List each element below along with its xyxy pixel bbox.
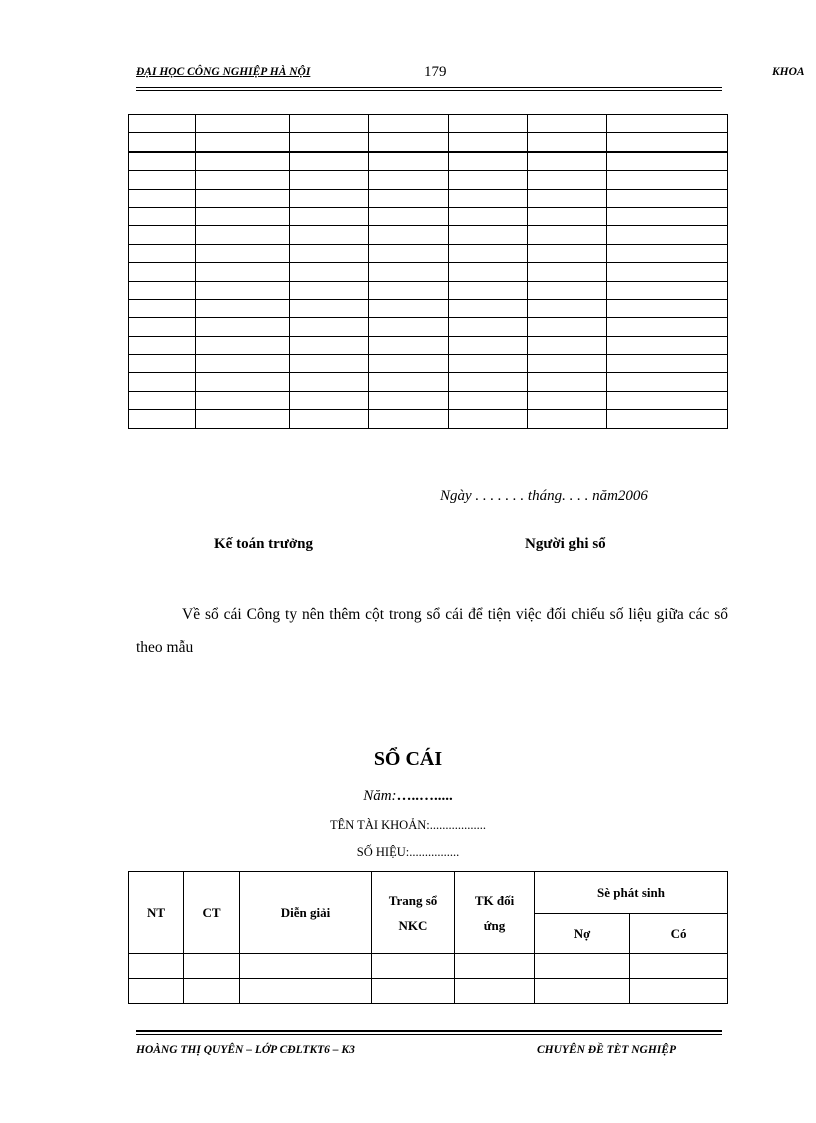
col-header-trang-so: Trang sổ NKC [372, 872, 455, 954]
grid-cell [528, 226, 607, 244]
grid-cell [528, 115, 607, 133]
grid-row [129, 226, 728, 244]
ledger-cell [184, 954, 240, 979]
ledger-cell [630, 979, 728, 1004]
grid-row [129, 391, 728, 409]
grid-cell [607, 133, 728, 152]
grid-cell [196, 171, 290, 189]
grid-cell [129, 263, 196, 281]
grid-cell [196, 281, 290, 299]
grid-cell [369, 189, 449, 207]
grid-cell [449, 226, 528, 244]
ledger-cell [372, 979, 455, 1004]
grid-cell [528, 133, 607, 152]
grid-row [129, 115, 728, 133]
grid-row [129, 207, 728, 225]
grid-cell [290, 189, 369, 207]
ledger-cell [535, 979, 630, 1004]
grid-row [129, 373, 728, 391]
grid-cell [528, 207, 607, 225]
grid-cell [196, 263, 290, 281]
grid-cell [129, 391, 196, 409]
grid-cell [449, 115, 528, 133]
bookkeeper-label: Người ghi sổ [525, 536, 606, 552]
grid-cell [369, 281, 449, 299]
ledger-row [129, 954, 728, 979]
grid-cell [449, 391, 528, 409]
header-institution: ĐẠI HỌC CÔNG NGHIỆP HÀ NỘI [136, 66, 311, 78]
grid-cell [528, 189, 607, 207]
grid-cell [528, 171, 607, 189]
grid-cell [196, 391, 290, 409]
grid-cell [528, 152, 607, 171]
grid-cell [607, 318, 728, 336]
ledger-cell [455, 954, 535, 979]
grid-cell [607, 226, 728, 244]
grid-row [129, 410, 728, 428]
grid-cell [449, 189, 528, 207]
grid-cell [607, 373, 728, 391]
ledger-table [128, 871, 728, 1004]
ledger-cell [630, 954, 728, 979]
grid-cell [449, 373, 528, 391]
grid-cell [369, 263, 449, 281]
grid-cell [528, 263, 607, 281]
grid-cell [449, 244, 528, 262]
header-rule [136, 87, 722, 88]
grid-cell [196, 189, 290, 207]
grid-cell [528, 318, 607, 336]
ledger-cell [372, 954, 455, 979]
grid-cell [449, 207, 528, 225]
grid-cell [607, 152, 728, 171]
grid-cell [607, 281, 728, 299]
grid-cell [129, 244, 196, 262]
ledger-cell [129, 954, 184, 979]
grid-cell [607, 391, 728, 409]
grid-cell [607, 244, 728, 262]
chief-accountant-label: Kế toán trưởng [214, 536, 313, 552]
grid-cell [290, 207, 369, 225]
grid-cell [369, 336, 449, 354]
grid-cell [290, 336, 369, 354]
grid-cell [196, 410, 290, 428]
grid-cell [449, 152, 528, 171]
grid-cell [290, 281, 369, 299]
grid-cell [449, 336, 528, 354]
grid-cell [369, 115, 449, 133]
grid-cell [369, 133, 449, 152]
grid-cell [129, 410, 196, 428]
year-value: …..…..... [396, 788, 453, 804]
grid-cell [369, 299, 449, 317]
year-label: Năm: [363, 788, 397, 804]
grid-cell [290, 318, 369, 336]
recommendation-paragraph: Về sổ cái Công ty nên thêm cột trong sổ cái để tiện việc đối chiếu số liệu giữa các sổ theo mẫu [136, 606, 728, 656]
grid-cell [449, 281, 528, 299]
grid-body [129, 115, 728, 429]
grid-cell [528, 373, 607, 391]
grid-cell [449, 355, 528, 373]
grid-cell [528, 281, 607, 299]
grid-cell [369, 373, 449, 391]
ledger-body [129, 954, 728, 1004]
grid-cell [369, 152, 449, 171]
ledger-cell [535, 954, 630, 979]
grid-row [129, 133, 728, 152]
col-header-co: Có [630, 914, 728, 954]
grid-cell [369, 244, 449, 262]
grid-cell [196, 207, 290, 225]
grid-cell [369, 207, 449, 225]
grid-cell [129, 207, 196, 225]
date-line: Ngày . . . . . . . tháng. . . . năm2006 [440, 488, 648, 504]
grid-cell [607, 207, 728, 225]
grid-cell [528, 355, 607, 373]
grid-row [129, 189, 728, 207]
grid-cell [528, 391, 607, 409]
grid-cell [196, 133, 290, 152]
footer-rule [136, 1030, 722, 1032]
grid-cell [129, 373, 196, 391]
grid-cell [290, 226, 369, 244]
grid-cell [290, 115, 369, 133]
footer-author: HOÀNG THỊ QUYÊN – LỚP CĐLTKT6 – K3 [136, 1044, 355, 1056]
grid-cell [129, 318, 196, 336]
page-number: 179 [424, 64, 447, 80]
grid-cell [129, 115, 196, 133]
grid-cell [196, 299, 290, 317]
grid-cell [528, 336, 607, 354]
grid-cell [196, 152, 290, 171]
continued-grid-table [128, 114, 728, 429]
grid-cell [129, 355, 196, 373]
grid-row [129, 244, 728, 262]
grid-cell [196, 355, 290, 373]
grid-cell [369, 391, 449, 409]
grid-cell [607, 189, 728, 207]
grid-cell [607, 299, 728, 317]
grid-cell [290, 263, 369, 281]
grid-row [129, 318, 728, 336]
grid-cell [528, 244, 607, 262]
grid-row [129, 299, 728, 317]
ledger-cell [184, 979, 240, 1004]
grid-row [129, 263, 728, 281]
grid-cell [449, 410, 528, 428]
header-department: KHOA [772, 66, 805, 78]
grid-row [129, 355, 728, 373]
col-header-ct: CT [184, 872, 240, 954]
grid-cell [290, 244, 369, 262]
grid-cell [196, 336, 290, 354]
grid-cell [290, 171, 369, 189]
grid-cell [369, 226, 449, 244]
grid-cell [449, 263, 528, 281]
grid-cell [290, 410, 369, 428]
grid-cell [290, 299, 369, 317]
ledger-row [129, 979, 728, 1004]
grid-cell [129, 152, 196, 171]
grid-cell [129, 336, 196, 354]
grid-cell [449, 318, 528, 336]
grid-cell [607, 171, 728, 189]
ledger-cell [240, 954, 372, 979]
grid-cell [129, 226, 196, 244]
grid-cell [196, 226, 290, 244]
grid-cell [607, 263, 728, 281]
grid-cell [290, 373, 369, 391]
grid-row [129, 336, 728, 354]
grid-cell [607, 115, 728, 133]
col-header-tk-doi-ung: TK đối ứng [455, 872, 535, 954]
grid-row [129, 281, 728, 299]
grid-cell [129, 299, 196, 317]
ledger-cell [129, 979, 184, 1004]
footer-rule-secondary [136, 1034, 722, 1035]
account-name-line: TÊN TÀI KHOẢN:.................. [329, 818, 486, 832]
col-header-so-phat-sinh: Sè phát sinh [535, 872, 728, 914]
grid-cell [369, 355, 449, 373]
grid-cell [290, 133, 369, 152]
grid-cell [196, 373, 290, 391]
grid-cell [528, 299, 607, 317]
grid-cell [196, 318, 290, 336]
grid-row [129, 152, 728, 171]
grid-cell [369, 318, 449, 336]
ledger-title: SỔ CÁI [373, 748, 443, 770]
header-rule-secondary [136, 90, 722, 91]
grid-cell [129, 133, 196, 152]
col-header-dien-giai: Diễn giải [240, 872, 372, 954]
grid-cell [607, 410, 728, 428]
col-header-no: Nợ [535, 914, 630, 954]
grid-cell [449, 299, 528, 317]
grid-cell [290, 355, 369, 373]
grid-cell [607, 336, 728, 354]
grid-cell [369, 171, 449, 189]
grid-cell [449, 171, 528, 189]
grid-cell [290, 391, 369, 409]
ledger-year [0, 788, 816, 805]
grid-cell [290, 152, 369, 171]
footer-report-type: CHUYÊN ĐỀ TÈT NGHIỆP [537, 1044, 676, 1056]
grid-cell [196, 115, 290, 133]
grid-cell [196, 244, 290, 262]
grid-cell [129, 281, 196, 299]
grid-cell [449, 133, 528, 152]
grid-cell [129, 171, 196, 189]
grid-row [129, 171, 728, 189]
account-number-line: SỐ HIỆU:................ [356, 845, 460, 859]
grid-cell [129, 189, 196, 207]
grid-cell [369, 410, 449, 428]
grid-cell [528, 410, 607, 428]
grid-cell [607, 355, 728, 373]
ledger-cell [455, 979, 535, 1004]
col-header-nt: NT [129, 872, 184, 954]
ledger-cell [240, 979, 372, 1004]
